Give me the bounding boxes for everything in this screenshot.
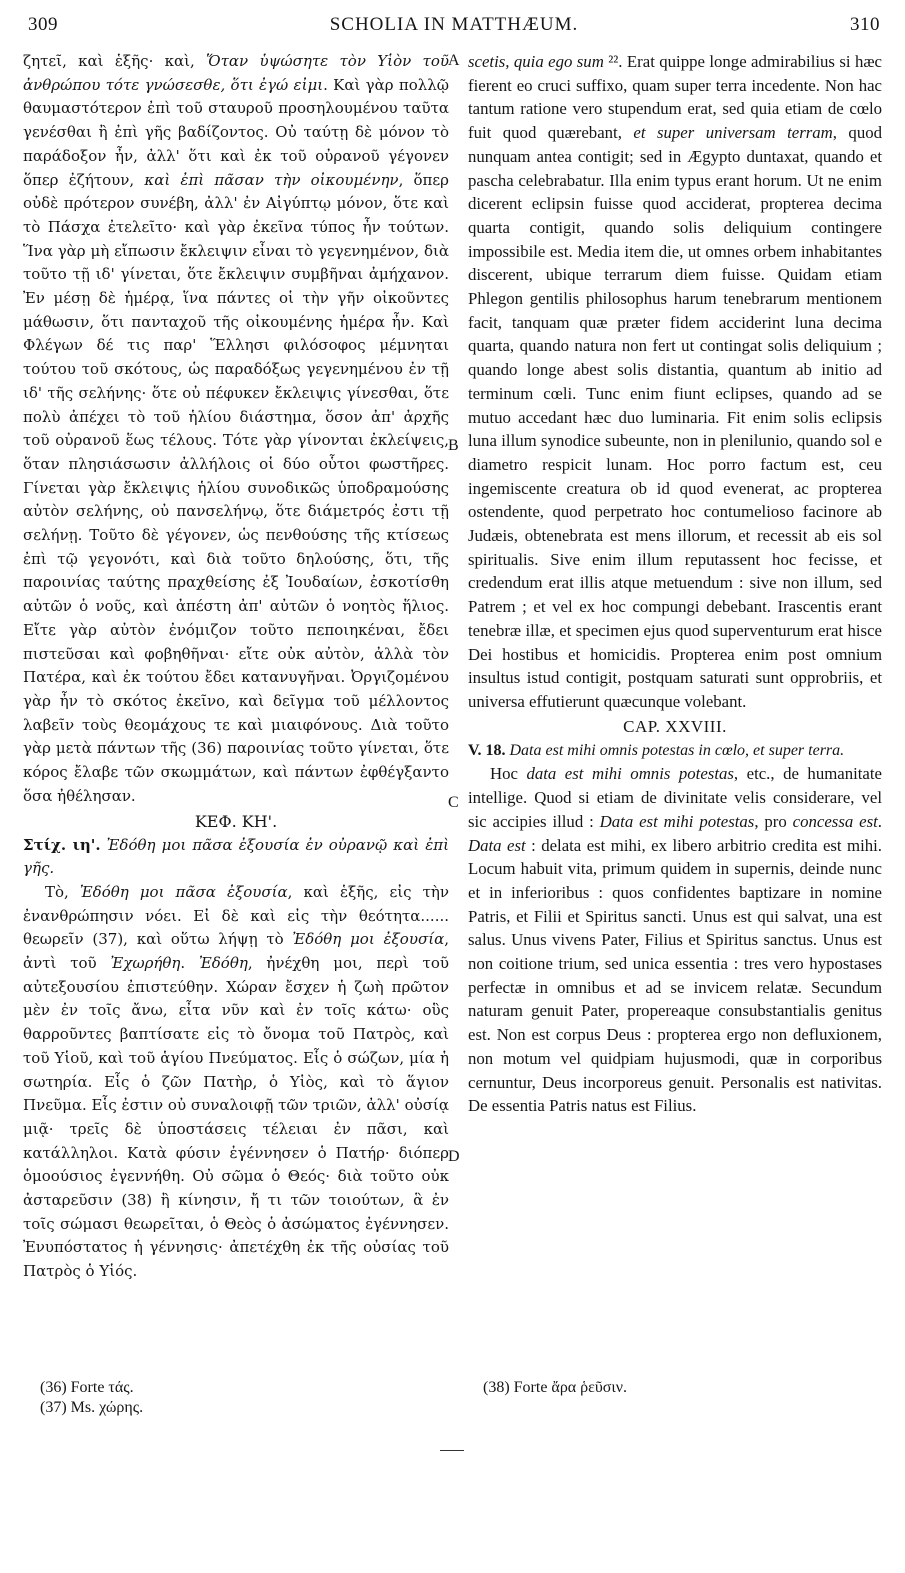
verse-label: V. 18. [468, 741, 506, 759]
running-header [28, 14, 880, 40]
text-run: , ἠνέχθη μοι, περὶ τοῦ αὐτεξουσίου ἐπιστεύθην. Χώραν ἔσχεν ἡ ζωὴ πρῶτον μὲν ἐν τοῖς ἄνω, εἶτα νῦν καὶ ἐν τοῖς κάτω· οὓς θαρροῦντες βαπτίσατε εἰς τὸ ὄνομα τοῦ Πατρὸς, καὶ τοῦ Υἱοῦ, καὶ τοῦ ἁγίου Πνεύματος. Εἷς ὁ σώζων, μία ἡ σωτηρία. Εἷς ὁ ζῶν Πατὴρ, ὁ Υἱὸς, καὶ τὸ ἅγιον Πνεῦμα. Εἷς ἐστιν οὐ συναλοιφῇ τῶν τριῶν, ἀλλ' οὐσίᾳ μιᾷ· τρεῖς δὲ ὑποστάσεις τέλειαι ἐν πᾶσι, καὶ κατάλληλοι. Κατὰ φύσιν ἐγέννησεν ὁ Πατήρ· διόπερ ὁμοούσιος ἐγεννήθη. Οὐ σῶμα ὁ Θεός· διὰ τοῦτο οὐκ ἀσταρεῦσιν (38) ἢ κίνησιν, ἤ τι τῶν τοιούτων, ἃ ἐν τοῖς σώμασι θεωρεῖται, ὁ Θεὸς ὁ ἀσώματος ἐγέννησεν. Ἐνυπόστατος ἡ γέννησις· ἀπετέχθη ἐκ τῆς οὐσίας τοῦ Πατρὸς ὁ Υἱός. [23, 954, 449, 1281]
quotation: data est mihi omnis potestas [526, 764, 734, 784]
text-run: , pro [754, 811, 793, 831]
margin-letter-c: C [448, 794, 459, 811]
margin-letter-a: A [448, 52, 460, 69]
verse-heading-greek [23, 834, 449, 881]
greek-column [23, 50, 449, 1284]
footnotes-left [40, 1378, 143, 1418]
verse-text: Ἐδόθη μοι πᾶσα ἐξουσία ἐν οὐρανῷ καὶ ἐπὶ γῆς. [23, 835, 449, 878]
page-number-right: 310 [850, 14, 880, 35]
quotation: scetis, quia ego sum [468, 52, 604, 71]
footnote-38: (38) Forte ἄρα ῥεῦσιν. [483, 1379, 627, 1396]
quotation: Ἐδόθη μοι ἐξουσία [292, 930, 445, 949]
text-run: , ὅπερ οὐδὲ πρότερον συνέβη, ἀλλ' ἐν Αἰγύπτῳ μόνον, ὅτε καὶ τὸ Πάσχα ἐτελεῖτο· καὶ γὰρ ἐκεῖνα τύπος ἦν τούτων. Ἵνα γὰρ μὴ εἴπωσιν ἔκλειψιν εἶναι τὸ γεγενημένον, διὰ τοῦτο τῇ ιδ' γίνεται, ὅτε ἔκλειψιν συμβῆναι ἀμήχανον. Ἐν μέσῃ δὲ ἡμέρᾳ, ἵνα πάντες οἱ τὴν γῆν οἰκοῦντες μάθωσιν, ὅτι πανταχοῦ τῆς οἰκουμένης ἡμέρα ἦν. Καὶ Φλέγων δέ τις παρ' Ἕλλησι φιλόσοφος μέμνηται τούτου τοῦ σκότους, ὡς παραδόξως γεγενημένου ἐν τῇ ιδ' τῆς σελήνης· ὅτε οὐ πέφυκεν ἔκλειψις γίνεσθαι, ὅτε πολὺ ἀπέχει τὸ τοῦ ἡλίου διάστημα, ὅσον ἀπ' ἀρχῆς τοῦ οὐρανοῦ ἕως τέλους. Τότε γὰρ γίνονται ἐκλείψεις, ὅταν πλησιάσωσιν ἀλλήλοις οἱ δύο οὗτοι φωστῆρες. Γίνεται γὰρ ἔκλειψις ἡλίου συνοδικῶς ὑποδραμούσης αὐτὸν σελήνης, οὐ πανσελήνῳ, ὅτε διάμετρός ἐστι τῇ σελήνῃ. Τοῦτο δὲ γέγονεν, ὡς πενθούσης τῆς κτίσεως ἐπὶ τῷ γεγονότι, καὶ διὰ τοῦτο δηλούσης, ὅτι, τῆς παροινίας ταύτης πραχθείσης ἐξ Ἰουδαίων, ἐσκοτίσθη αὐτῶν ὁ νοῦς, καὶ ἀπέστη ἀπ' αὐτῶν ὁ νοητὸς ἥλιος. Εἴτε γὰρ αὐτὸν ἐνόμιζον τοῦτο πεποιηκέναι, ἔδει πιστεῦσαι καὶ φοβηθῆναι· εἴτε οὐκ αὐτὸν, ἀλλὰ τὸν Πατέρα, καὶ ἐκ τούτου ἔδει κατανυγῆναι. Ὀργιζομένου γὰρ ἦν τὸ σκότος ἐκεῖνο, καὶ δεῖγμα τοῦ μέλλοντος λαβεῖν τοὺς θεομάχους τε καὶ μιαιφόνους. Διὰ τοῦτο γὰρ μετὰ πάντων τῆς (36) παροινίας τοῦτο γίνεται, ὅτε κόρος ἔλαβε τῶν σκωμμάτων, καὶ πάντων ἐφθέγξαντο ὅσα ἠθέλησαν. [23, 170, 449, 805]
text-run: : delata est mihi, ex libero arbitrio credita est mihi. Locum habuit vita, primum quidem in supernis, deinde nunc et in inferioribus : quos confidentes baptizare in nomine Patris, et Filii et Spiritus sancti. Unus est qui salvat, una est salus. Unus vivens Pater, Filius et Spiritus sanctus. Unus est non coitione trium, sed unica essentia : tres vero hypostases perfectæ in omnibus et ad se invicem relatæ. Secundum naturam genuit Pater, propereaque consubstantialis genitus est. Non est corpus Deus : propterea ergo non defluxionem, non motum vel quidpiam hujusmodi, quæ in corporibus cernuntur, Deus incorporeus genuit. Personalis est nativitas. De essentia Patris natus est Filius. [468, 835, 882, 1116]
quotation: et super universam terram [633, 123, 833, 143]
text-run: , etc., de humanitate intellige. Quod si etiam de divinitate velis considerare, vel sic accipies illud : [468, 764, 882, 831]
latin-paragraph-2 [468, 762, 882, 1118]
footnote-37: (37) Ms. χώρης. [40, 1399, 144, 1416]
text-run: , quod nunquam antea contigit; sed in Ægypto duntaxat, quando et pascha celebrabatur. Illa enim typus erant horum. Ut ne enim dicerent eclipsin fuisse quod acciderat, propterea decima quarta contigit, quando solis deliquium contingere impossibile est. Media item die, ut omnes orbem inhabitantes discerent, ubique terrarum diem fuisse. Quidam etiam Phlegon gentilis philosophus harum tenebrarum mentionem facit, tanquam quæ præter fidem acciderint luna decima quarta, quando natura non fert ut contingat solis deliquium ; quando longe abest solis distantia, quantum ab initio ad terminum cœli. Tunc enim fiunt eclipses, quando ad se mutuo accedant hæc duo luminaria. Fit enim solis eclipsis luna illum synodice subeunte, non in plenilunio, quando sol e diametro respicit lunam. Hoc porro factum est, ceu ingemiscente creatura ob id quod evenerat, ac propterea ostendente, quod perpetrato hoc contumelioso facinore ab Judæis, obtenebrata est mens illorum, et recessit ab eis sol spiritualis. Sive enim illum reputassent hoc fecisse, et credendum erat illis atque metuendum : sive non illum, sed Patrem ; et vel ex hoc compungi debebant. Irascentis erant tenebræ illæ, et specimen ejus quod superventurum erat hisce Dei hostibus et homicidis. Propterea enim post omnium insultus istud contigit, postquam saturati sunt opprobriis, et universa effutierunt quæcunque volebant. [468, 123, 882, 711]
text-run: , καὶ ἑξῆς, εἰς τὴν ἐνανθρώπησιν νόει. Εἰ δὲ καὶ εἰς τὴν θεότητα...... θεωρεῖν (37), καὶ οὕτω λήψῃ τὸ [23, 882, 450, 949]
footnotes-right [483, 1378, 627, 1398]
quotation: Ὅταν ὑψώσητε τὸν Υἱὸν τοῦ ἀνθρώπου τότε γνώσεσθε, ὅτι ἐγώ εἰμι [23, 52, 449, 94]
verse-text: Data est mihi omnis potestas in cœlo, et super terra. [509, 741, 845, 759]
chapter-heading-latin: CAP. XXVIII. [623, 716, 727, 736]
end-rule [440, 1450, 464, 1451]
quotation: καὶ ἐπὶ πᾶσαν τὴν οἰκουμένην [144, 170, 399, 189]
quotation: Ἐδόθη μοι πᾶσα ἐξουσία [79, 882, 288, 901]
text-run: Hoc [490, 764, 527, 784]
chapter-heading-greek: ΚΕΦ. ΚΗ'. [194, 811, 278, 831]
verse-label: Στίχ. ιη'. [23, 835, 101, 854]
margin-letter-b: B [448, 437, 459, 454]
margin-letter-d: D [448, 1148, 460, 1165]
latin-paragraph-1 [468, 50, 882, 714]
text-run: . Καὶ γὰρ πολλῷ θαυμαστότερον ἐπὶ τοῦ σταυροῦ προσηλουμένου ταῦτα γενέσθαι ἢ ἐπὶ γῆς βαδίζοντος. Οὐ ταύτῃ δὲ μόνον τὸ παράδοξον ἦν, ἀλλ' ὅτι καὶ ἐκ τοῦ οὐρανοῦ γέγονεν ὅπερ ἐζήτουν, [23, 75, 449, 189]
quotation: concessa est [792, 811, 878, 831]
quotation: Data est mihi potestas [599, 811, 755, 831]
text-run: Τὸ, [45, 882, 80, 901]
quotation: Ἐχωρήθη [110, 954, 181, 973]
text-run: . [877, 811, 882, 831]
text-run: ζητεῖ, καὶ ἑξῆς· καὶ, [23, 52, 207, 70]
running-title: SCHOLIA IN MATTHÆUM. [329, 14, 579, 35]
text-run: . [180, 954, 199, 973]
greek-paragraph-2 [23, 881, 449, 1284]
quotation: Ἐδόθη [198, 954, 248, 973]
page-number-left: 309 [28, 14, 58, 35]
latin-column [468, 50, 882, 1118]
footnote-36: (36) Forte τάς. [40, 1379, 134, 1396]
text-run: , ἀντὶ τοῦ [23, 930, 449, 973]
greek-paragraph-1 [23, 50, 449, 809]
quotation: Data est [468, 835, 526, 855]
text-run: ²². Erat quippe longe admirabilius si hæc fierent eo cruci suffixo, quam super terra incedente. Non hac tantum ratione vero stupendum erat, sed quia etiam de cœlo fuit quod quærebant, [468, 52, 882, 143]
verse-heading-latin [468, 739, 882, 763]
